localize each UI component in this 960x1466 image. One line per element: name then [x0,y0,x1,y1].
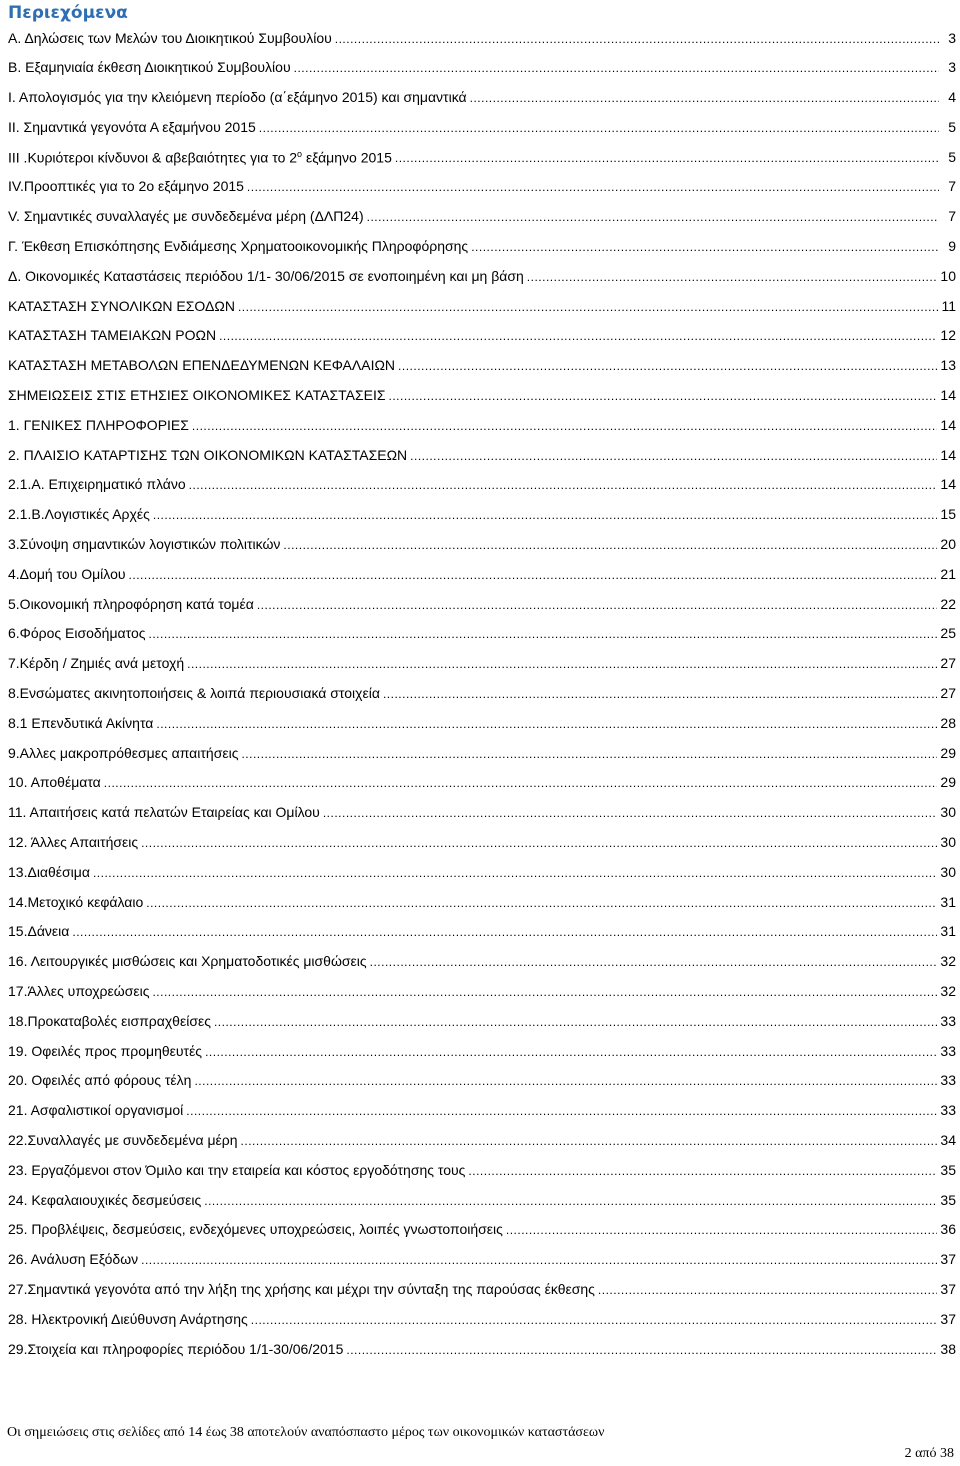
toc-entry[interactable] [8,625,956,655]
toc-entry-label [8,178,244,194]
dot-leader [323,806,938,820]
toc-entry-page: 37 [940,1280,956,1297]
toc-entry[interactable] [8,149,956,179]
toc-entry-label-text: 2.1.Α. Επιχειρηματικό πλάνο [8,476,186,493]
dot-leader [410,449,937,463]
toc-entry[interactable] [8,178,956,208]
toc-entry-label-text: Ι. Απολογισμός για την κλειόμενη περίοδο (α΄εξάμηνο 2015) και σημαντικά [8,89,467,106]
toc-entry-page: 35 [940,1161,956,1178]
toc-entry-page: 25 [940,625,956,642]
dot-leader [506,1223,938,1237]
toc-entry-label-text: 5.Οικονομική πληροφόρηση κατά τομέα [8,595,254,612]
toc-entry-label [8,1043,202,1059]
toc-entry-label-text: 2.1.Β.Λογιστικές Αρχές [8,506,150,523]
toc-entry-page: 5 [948,149,956,166]
toc-entry[interactable] [8,238,956,268]
toc-entry-label [8,1281,595,1297]
toc-entry-page: 5 [948,118,956,135]
dot-leader [104,776,938,790]
toc-entry-page: 4 [948,89,956,106]
toc-entry-page: 31 [940,923,956,940]
dot-leader [335,32,939,46]
toc-entry-label [8,298,235,314]
dot-leader [241,747,937,761]
toc-entry-page: 7 [948,208,956,225]
toc-entry-label [8,1072,191,1088]
toc-entry-page: 32 [940,953,956,970]
dot-leader [187,657,937,671]
dot-leader [398,359,937,373]
dot-leader [141,836,937,850]
toc-entry-label-text: Β. Εξαμηνιαία έκθεση Διοικητικού Συμβουλίου [8,59,291,76]
toc-entry-label [8,685,380,701]
toc-entry-page: 22 [940,595,956,612]
toc-entry-label-text: 8.Ενσώματες ακινητοποιήσεις & λοιπά περιουσιακά στοιχεία [8,685,380,702]
dot-leader [141,1253,937,1267]
dot-leader [383,687,937,701]
toc-entry-label-text: 11. Απαιτήσεις κατά πελατών Εταιρείας και Ομίλου [8,804,320,821]
toc-entry-label [8,238,468,254]
toc-entry-label [8,1013,211,1029]
dot-leader [527,270,938,284]
toc-entry-label [8,30,332,46]
toc-entry[interactable] [8,774,956,804]
dot-leader [259,121,939,135]
page-number: 2 από 38 [904,1446,954,1461]
toc-entry-label [8,417,189,433]
toc-entry-label-text: Γ. Έκθεση Επισκόπησης Ενδιάμεσης Χρηματοοικονομικής Πληροφόρησης [8,238,469,255]
dot-leader [129,568,938,582]
toc-entry-label [8,327,216,343]
toc-entry-page: 30 [940,804,956,821]
toc-entry[interactable] [8,864,956,894]
dot-leader [468,1164,937,1178]
toc-entry-label-text: Δ. Οικονομικές Καταστάσεις περιόδου 1/1- 30/06/2015 σε ενοποιημένη και μη βάση [8,267,524,284]
toc-entry-label [8,1132,238,1148]
toc-entry-label [8,208,364,224]
toc-entry-page: 30 [940,834,956,851]
toc-entry-label [8,655,184,671]
toc-entry-label-text: 26. Ανάλυση Εξόδων [8,1251,139,1268]
toc-entry[interactable] [8,953,956,983]
dot-leader [283,538,937,552]
toc-entry-page: 29 [940,744,956,761]
toc-entry-label-text: 7.Κέρδη / Ζημιές ανά μετοχή [8,655,185,672]
toc-entry-label-text: 21. Ασφαλιστικοί οργανισμοί [8,1102,184,1119]
toc-entry-page: 37 [940,1310,956,1327]
dot-leader [192,419,938,433]
toc-entry[interactable] [8,476,956,506]
toc-entry-page: 33 [940,1042,956,1059]
toc-entry-label [8,476,186,492]
dot-leader [189,478,938,492]
dot-leader [238,300,939,314]
toc-entry[interactable] [8,745,956,775]
dot-leader [346,1343,937,1357]
dot-leader [471,240,939,254]
toc-entry-page: 14 [940,416,956,433]
toc-entry[interactable] [8,357,956,387]
toc-entry-label [8,268,524,284]
toc-entry-label-text: 17.Άλλες υποχρεώσεις [8,983,150,999]
toc-entry-page: 10 [940,267,956,284]
toc-entry[interactable] [8,327,956,357]
dot-leader [153,508,938,522]
dot-leader [294,61,939,75]
toc-entry-label [8,59,291,75]
toc-entry[interactable] [8,834,956,864]
toc-entry-page: 13 [940,357,956,374]
toc-entry[interactable] [8,30,956,60]
toc-entry[interactable] [8,1192,956,1222]
toc-entry-label [8,1311,248,1327]
dot-leader [367,210,939,224]
dot-leader [93,866,937,880]
dot-leader [598,1283,938,1297]
toc-entry[interactable] [8,685,956,715]
toc-entry[interactable] [8,208,956,238]
toc-entry-page: 33 [940,1102,956,1119]
toc-entry-page: 7 [948,178,956,195]
toc-entry-label-text: 9.Αλλες μακροπρόθεσμες απαιτήσεις [8,744,239,761]
toc-entry-label [8,983,149,999]
toc-entry-label [8,149,392,166]
toc-entry[interactable] [8,1013,956,1043]
toc-entry-label-text: ΚΑΤΑΣΤΑΣΗ ΣΥΝΟΛΙΚΩΝ ΕΣΟΔΩΝ [8,297,235,314]
toc-entry-page: 28 [940,714,956,731]
toc-entry-page: 32 [940,983,956,999]
toc-entry-label [8,715,153,731]
toc-title: Περιεχόμενα [8,3,128,23]
toc-entry-label [8,625,146,641]
toc-entry-label-text: ΚΑΤΑΣΤΑΣΗ ΜΕΤΑΒΟΛΩΝ ΕΠΕΝΔΕΔΥΜΕΝΩΝ ΚΕΦΑΛΑΙΩΝ [8,357,396,374]
toc-entry[interactable] [8,1221,956,1251]
toc-entry[interactable] [8,1341,956,1371]
dot-leader [219,329,937,343]
toc-entry-label [8,834,138,850]
toc-entry[interactable] [8,1102,956,1132]
toc-entry-label-text: ΙΙΙ .Κυριότεροι κίνδυνοι & αβεβαιότητες για το 2 [8,149,298,166]
toc-entry-label [8,745,238,761]
toc-entry-label-text: 20. Οφειλές από φόρους τέλη [8,1072,192,1089]
toc-entry[interactable] [8,566,956,596]
toc-entry-label-text: 13.Διαθέσιμα [8,863,90,880]
toc-entry-label-text: 2. ΠΛΑΙΣΙΟ ΚΑΤΑΡΤΙΣΗΣ ΤΩΝ ΟΙΚΟΝΟΜΙΚΩΝ ΚΑΤΑΣΤΑΣΕΩΝ [8,446,408,463]
toc-entry-label-text: 27.Σημαντικά γεγονότα από την λήξη της χρήσης και μέχρι την σύνταξη της παρούσας έκθεσης [8,1280,595,1297]
toc-entry-label [8,894,143,910]
toc-entry-label-text: 12. Άλλες Απαιτήσεις [8,834,139,851]
toc-entry-label [8,596,254,612]
toc-entry-label [8,1102,183,1118]
toc-entry-page: 37 [940,1251,956,1268]
toc-entry-page: 31 [940,893,956,910]
dot-leader [389,389,938,403]
toc-entry-page: 15 [940,506,956,523]
toc-entry-label [8,566,126,582]
toc-entry-label [8,387,386,403]
toc-entry-label-text: 1. ΓΕΝΙΚΕΣ ΠΛΗΡΟΦΟΡΙΕΣ [8,416,189,433]
toc-entry[interactable] [8,59,956,89]
toc-entry-page: 29 [940,774,956,791]
toc-entry[interactable] [8,387,956,417]
toc-entry-page: 14 [940,387,956,404]
toc-entry-label-text: 6.Φόρος Εισοδήματος [8,625,146,642]
toc-entry[interactable] [8,1162,956,1192]
toc-entry-label-suffix: εξάμηνο 2015 [302,149,392,166]
toc-entry-label-text: ΙΙ. Σημαντικά γεγονότα Α εξαμήνου 2015 [8,118,256,135]
toc-entry-label-text: 24. Κεφαλαιουχικές δεσμεύσεις [8,1191,202,1208]
toc-entry-label [8,89,467,105]
toc-entry[interactable] [8,89,956,119]
toc-entry-page: 14 [940,476,956,493]
toc-entry-page: 11 [941,297,956,314]
toc-entry-label-text: 3.Σύνοψη σημαντικών λογιστικών πολιτικών [8,536,281,553]
toc-entry-label [8,1341,343,1357]
toc-entry-page: 35 [940,1191,956,1208]
toc-entry[interactable] [8,923,956,953]
toc-entry-page: 38 [940,1340,956,1357]
footnote: Οι σημειώσεις στις σελίδες από 14 έως 38 αποτελούν αναπόσπαστο μέρος των οικονομικών καταστάσεων [7,1425,605,1440]
toc-entry-label-text: 8.1 Επενδυτικά Ακίνητα [8,714,154,731]
toc-entry[interactable] [8,894,956,924]
toc-entry-label-text: Α. Δηλώσεις των Μελών του Διοικητικού Συμβουλίου [8,29,332,46]
toc-entry-label [8,1221,503,1237]
dot-leader [205,1045,937,1059]
toc-entry[interactable] [8,268,956,298]
toc-entry-label [8,447,407,463]
dot-leader [251,1313,938,1327]
toc-entry-label [8,1192,201,1208]
dot-leader [204,1194,937,1208]
toc-entry[interactable] [8,983,956,1013]
toc-entry-label [8,506,150,522]
toc-entry-label-text: 4.Δομή του Ομίλου [8,565,126,582]
toc-entry[interactable] [8,417,956,447]
toc-entry[interactable] [8,119,956,149]
toc-entry-label-text: IV.Προοπτικές για το 2ο εξάμηνο 2015 [8,178,244,195]
dot-leader [214,1015,937,1029]
dot-leader [72,925,937,939]
toc-entry[interactable] [8,298,956,328]
toc-entry-page: 36 [940,1221,956,1238]
toc-entry-page: 33 [940,1012,956,1029]
toc-entry[interactable] [8,1043,956,1073]
toc-entry[interactable] [8,1251,956,1281]
toc-entry-label-text: ΚΑΤΑΣΤΑΣΗ ΤΑΜΕΙΑΚΩΝ ΡΟΩΝ [8,327,217,344]
dot-leader [149,627,938,641]
dot-leader [470,91,939,105]
toc-entry-page: 27 [940,685,956,702]
table-of-contents [8,30,956,1371]
toc-entry-label [8,923,69,939]
toc-entry[interactable] [8,506,956,536]
toc-entry-label [8,119,256,135]
dot-leader [241,1134,938,1148]
toc-entry-label-text: 18.Προκαταβολές εισπραχθείσες [8,1012,211,1029]
dot-leader [247,180,939,194]
toc-entry-page: 30 [940,863,956,880]
toc-entry-page: 9 [948,238,956,255]
toc-entry[interactable] [8,447,956,477]
toc-entry[interactable] [8,1132,956,1162]
toc-entry-label-text: V. Σημαντικές συναλλαγές με συνδεδεμένα μέρη (ΔΛΠ24) [8,208,364,225]
dot-leader [370,955,938,969]
toc-entry[interactable] [8,536,956,566]
toc-entry-label [8,536,280,552]
toc-entry-label-text: 10. Αποθέματα [8,774,101,791]
toc-entry[interactable] [8,715,956,745]
toc-entry-label-text: 16. Λειτουργικές μισθώσεις και Χρηματοδοτικές μισθώσεις [8,953,367,970]
dot-leader [257,598,938,612]
toc-entry-page: 3 [948,29,956,46]
toc-entry-page: 20 [940,536,956,553]
toc-entry-label-text: 19. Οφειλές προς προμηθευτές [8,1042,203,1059]
toc-entry-label-text: 23. Εργαζόμενοι στον Όμιλο και την εταιρεία και κόστος εργοδότησης τους [8,1161,466,1178]
toc-entry-label [8,953,367,969]
dot-leader [152,985,937,999]
toc-entry-superscript: ο [297,148,303,159]
toc-entry[interactable] [8,1072,956,1102]
dot-leader [146,896,937,910]
toc-entry-page: 12 [940,327,956,344]
dot-leader [194,1074,937,1088]
dot-leader [156,717,937,731]
toc-entry-label [8,804,320,820]
toc-entry-label-text: 22.Συναλλαγές με συνδεδεμένα μέρη [8,1131,238,1148]
toc-entry-label [8,357,395,373]
toc-entry-label-text: ΣΗΜΕΙΩΣΕΙΣ ΣΤΙΣ ΕΤΗΣΙΕΣ ΟΙΚΟΝΟΜΙΚΕΣ ΚΑΤΑΣΤΑΣΕΙΣ [8,387,386,404]
dot-leader [395,151,939,165]
toc-entry-label-text: 14.Μετοχικό κεφάλαιο [8,893,144,910]
toc-entry-label [8,864,90,880]
toc-entry[interactable] [8,1281,956,1311]
toc-entry-page: 21 [940,565,956,582]
toc-entry[interactable] [8,655,956,685]
toc-entry-label-text: 29.Στοιχεία και πληροφορίες περιόδου 1/1-30/06/2015 [8,1340,344,1357]
toc-entry[interactable] [8,596,956,626]
toc-entry-label-text: 28. Ηλεκτρονική Διεύθυνση Ανάρτησης [8,1310,248,1327]
toc-entry-page: 34 [940,1131,956,1148]
dot-leader [186,1104,937,1118]
toc-entry[interactable] [8,1311,956,1341]
toc-entry-label-text: 15.Δάνεια [8,923,70,940]
toc-entry-label [8,774,101,790]
toc-entry-page: 14 [940,446,956,463]
toc-entry-page: 33 [940,1072,956,1089]
toc-entry-page: 27 [940,655,956,672]
toc-entry[interactable] [8,804,956,834]
toc-entry-page: 3 [948,59,956,76]
toc-entry-label [8,1251,138,1267]
toc-entry-label-text: 25. Προβλέψεις, δεσμεύσεις, ενδεχόμενες υποχρεώσεις, λοιπές γνωστοποιήσεις [8,1221,503,1238]
toc-entry-label [8,1162,465,1178]
